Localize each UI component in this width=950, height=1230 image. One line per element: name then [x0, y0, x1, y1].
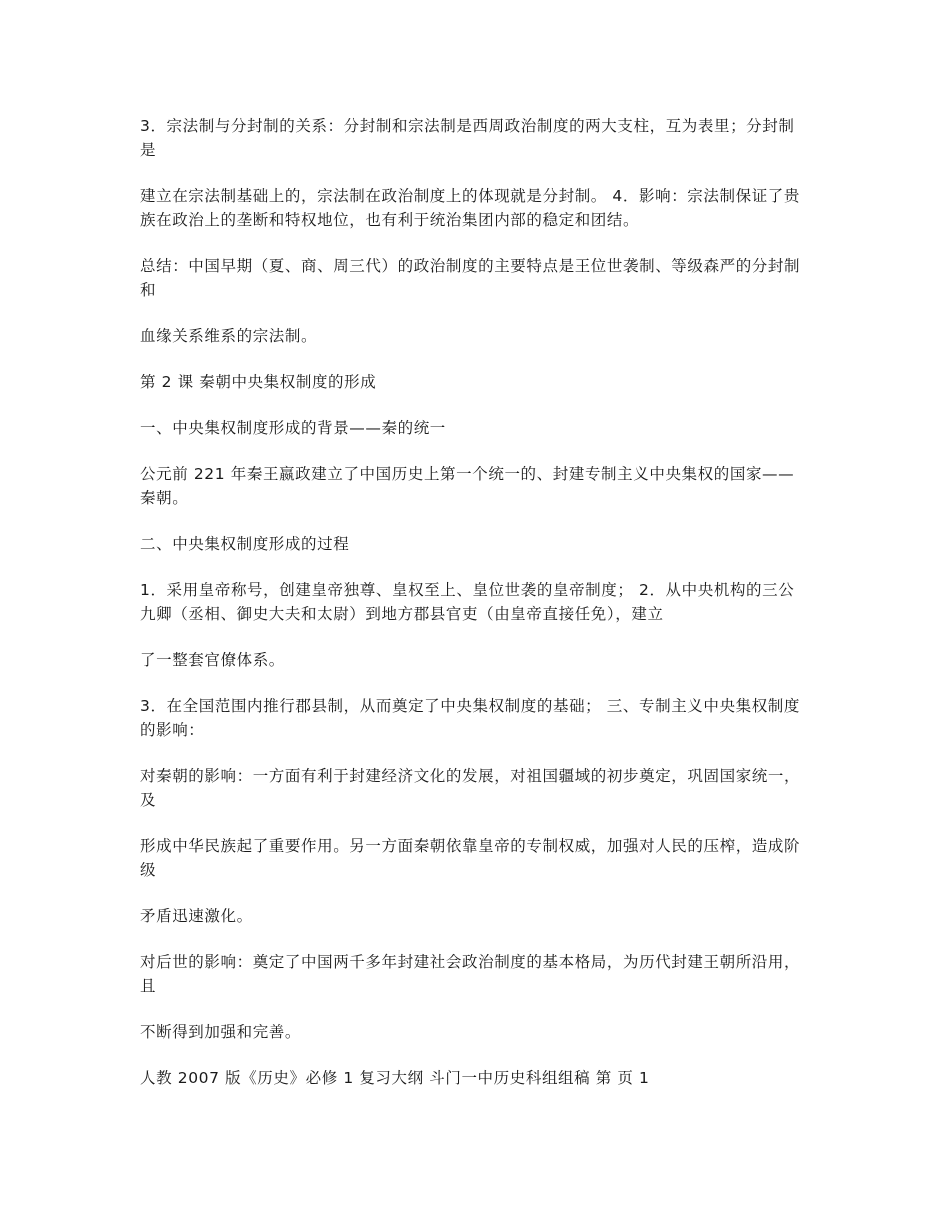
- paragraph-influence-on-qin-continued: 形成中华民族起了重要作用。另一方面秦朝依靠皇帝的专制权威，加强对人民的压榨，造成阶级: [140, 837, 801, 879]
- paragraph-summary-continued: 血缘关系维系的宗法制。: [140, 327, 318, 345]
- paragraph-zongfa-influence: 建立在宗法制基础上的，宗法制在政治制度上的体现就是分封制。 4．影响：宗法制保证了贵族在政治上的垄断和特权地位，也有利于统治集团内部的稳定和团结。: [140, 187, 800, 229]
- paragraph-influence-on-qin: 对秦朝的影响：一方面有利于封建经济文化的发展，对祖国疆域的初步奠定，巩固国家统一，及: [140, 767, 801, 809]
- paragraph-emperor-system: 1．采用皇帝称号，创建皇帝独尊、皇权至上、皇位世袭的皇帝制度； 2．从中央机构的三公九卿（丞相、御史大夫和太尉）到地方郡县官吏（由皇帝直接任免），建立: [140, 581, 795, 623]
- paragraph-bureaucracy: 了一整套官僚体系。: [140, 651, 285, 669]
- paragraph-commandery-system: 3．在全国范围内推行郡县制，从而奠定了中央集权制度的基础； 三、专制主义中央集权制度的影响：: [140, 697, 800, 739]
- lesson-heading: 第 2 课 秦朝中央集权制度的形成: [140, 373, 377, 391]
- page-footer: 人教 2007 版《历史》必修 1 复习大纲 斗门一中历史科组组稿 第 页 1: [140, 1069, 650, 1087]
- section-heading-background: 一、中央集权制度形成的背景——秦的统一: [140, 419, 446, 437]
- document-body: [140, 114, 810, 1112]
- paragraph-class-conflict: 矛盾迅速激化。: [140, 907, 253, 925]
- paragraph-qin-unification: 公元前 221 年秦王嬴政建立了中国历史上第一个统一的、封建专制主义中央集权的国家——秦朝。: [140, 465, 795, 507]
- paragraph-summary: 总结：中国早期（夏、商、周三代）的政治制度的主要特点是王位世袭制、等级森严的分封制和: [140, 257, 801, 299]
- paragraph-influence-on-later-continued: 不断得到加强和完善。: [140, 1023, 302, 1041]
- paragraph-influence-on-later: 对后世的影响：奠定了中国两千多年封建社会政治制度的基本格局，为历代封建王朝所沿用，且: [140, 953, 801, 995]
- section-heading-process: 二、中央集权制度形成的过程: [140, 535, 350, 553]
- paragraph-zongfa-fenfeng-relation: 3．宗法制与分封制的关系：分封制和宗法制是西周政治制度的两大支柱，互为表里；分封制是: [140, 117, 795, 159]
